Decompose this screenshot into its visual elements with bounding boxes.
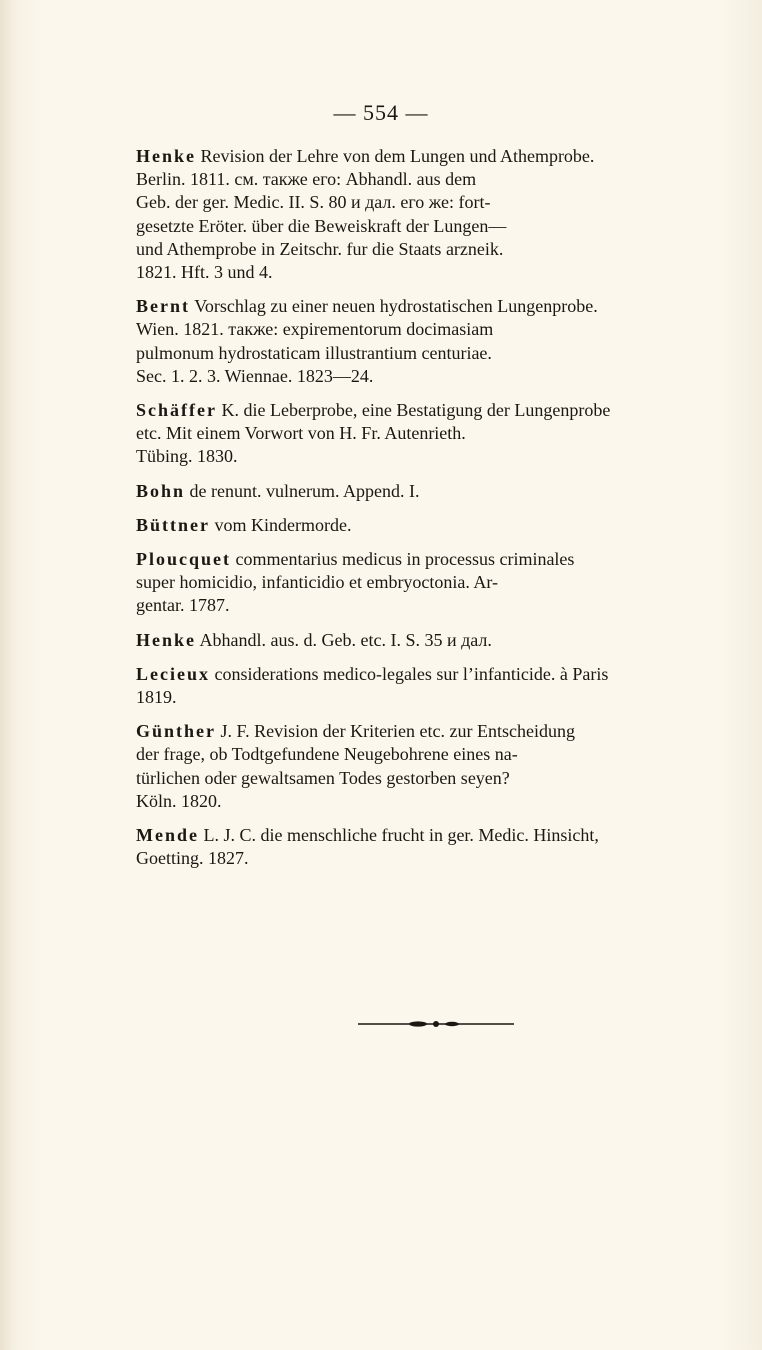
entry-author: Lecieux xyxy=(136,663,210,684)
entry-text-line: Revision der Lehre von dem Lungen und Athemprobe. xyxy=(200,146,595,166)
bibliography-entry xyxy=(136,399,736,469)
entry-text-line: commentarius medicus in processus criminales xyxy=(235,549,575,570)
entry-text-line: Geb. der ger. Medic. II. S. 80 и дал. его же: fort- xyxy=(136,192,491,213)
entry-text-line: und Athemprobe in Zeitschr. fur die Staats arzneik. xyxy=(136,238,504,259)
entry-text-line: Goetting. 1827. xyxy=(136,848,249,869)
entry-text-line: Berlin. 1811. см. также его: Abhandl. aus dem xyxy=(136,169,477,190)
entry-text-line: Wien. 1821. также: expirementorum docimasiam xyxy=(136,319,494,340)
entry-text-line: Köln. 1820. xyxy=(136,790,222,811)
entry-author: Bernt xyxy=(136,296,190,317)
entry-text-line: super homicidio, infanticidio et embryoctonia. Ar- xyxy=(136,572,499,593)
bibliography-entry xyxy=(136,663,736,709)
entry-text-line: Vorschlag zu einer neuen hydrostatischen Lungenprobe. xyxy=(194,296,598,317)
entry-text-line: pulmonum hydrostaticam illustrantium centuriae. xyxy=(136,342,492,363)
entry-text-line: gesetzte Eröter. über die Beweiskraft der Lungen— xyxy=(136,215,507,236)
entry-author: Ploucquet xyxy=(136,549,232,570)
entry-text-line: Tübing. 1830. xyxy=(136,446,238,467)
bibliography-entry xyxy=(136,720,736,813)
entry-author: Henke xyxy=(136,629,197,650)
entry-author: Schäffer xyxy=(136,400,217,421)
entry-text-line: vom Kindermorde. xyxy=(214,514,352,535)
entry-author: Günther xyxy=(136,721,217,742)
entry-text-line: Abhandl. aus. d. Geb. etc. I. S. 35 и дал. xyxy=(199,629,492,650)
entry-text-line: 1821. Hft. 3 und 4. xyxy=(136,262,273,283)
entry-text-line: gentar. 1787. xyxy=(136,595,230,616)
entry-text-line: Sec. 1. 2. 3. Wiennae. 1823—24. xyxy=(136,365,374,386)
entry-author: Henke xyxy=(136,146,197,166)
entry-author: Bohn xyxy=(136,480,186,501)
bibliography-entry xyxy=(136,145,736,284)
entry-text-line: J. F. Revision der Kriterien etc. zur Entscheidung xyxy=(220,721,575,742)
entry-text-line: 1819. xyxy=(136,687,177,708)
entry-text-line: K. die Leberprobe, eine Bestatigung der Lungenprobe xyxy=(221,400,611,421)
bibliography-entry xyxy=(136,629,736,652)
entry-author: Mende xyxy=(136,825,199,846)
bibliography-entry xyxy=(136,514,736,537)
entry-text-line: L. J. C. die menschliche frucht in ger. Medic. Hinsicht, xyxy=(203,825,599,846)
entry-text-line: der frage, ob Todtgefundene Neugebohrene eines na- xyxy=(136,744,518,765)
decorative-rule xyxy=(356,1020,516,1028)
entry-text-line: de renunt. vulnerum. Append. I. xyxy=(189,480,420,501)
bibliography-list xyxy=(136,145,736,881)
bibliography-entry xyxy=(136,480,736,503)
entry-text-line: türlichen oder gewaltsamen Todes gestorben seyen? xyxy=(136,767,510,788)
page-number: — 554 — xyxy=(333,100,429,125)
bibliography-entry xyxy=(136,295,736,388)
bibliography-entry xyxy=(136,824,736,870)
bibliography-entry xyxy=(136,548,736,618)
entry-text-line: etc. Mit einem Vorwort von H. Fr. Autenrieth. xyxy=(136,423,466,444)
entry-author: Büttner xyxy=(136,514,210,535)
entry-text-line: considerations medico-legales sur l’infanticide. à Paris xyxy=(214,663,609,684)
